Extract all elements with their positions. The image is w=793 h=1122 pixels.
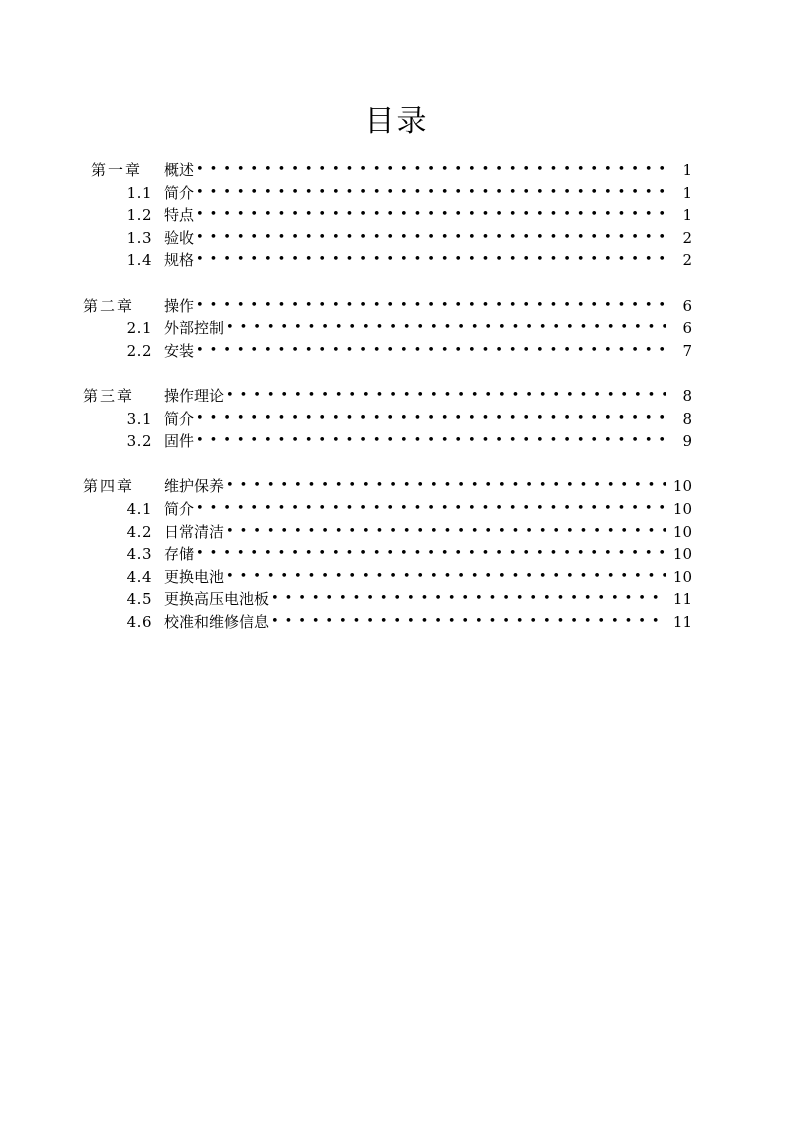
toc-title: 校准和维修信息 — [164, 612, 270, 631]
toc-number: 2.1 — [126, 319, 152, 338]
toc-page-number: 2 — [682, 228, 692, 247]
dot-leader — [196, 227, 666, 250]
toc-section-4-1[interactable] — [80, 498, 692, 521]
toc-section-3-2[interactable] — [80, 430, 692, 453]
toc-page-number: 10 — [672, 545, 692, 564]
toc-title: 固件 — [164, 432, 195, 451]
toc-page-number: 8 — [682, 386, 692, 405]
dot-leader — [196, 204, 666, 227]
toc-title: 简介 — [164, 183, 195, 202]
toc-page-number: 10 — [672, 477, 692, 496]
toc-chapter-1[interactable] — [80, 159, 692, 182]
toc-title: 验收 — [164, 228, 195, 247]
toc-section-1-2[interactable] — [80, 204, 692, 227]
dot-leader — [226, 385, 666, 408]
toc-number: 4.5 — [126, 590, 152, 609]
toc-page-number: 11 — [672, 612, 692, 631]
toc-title: 维护保养 — [164, 477, 225, 496]
toc-title: 外部控制 — [164, 319, 225, 338]
toc-title: 简介 — [164, 499, 195, 518]
toc-page-number: 10 — [672, 567, 692, 586]
toc-number: 2.2 — [126, 341, 152, 360]
toc-page-number: 11 — [672, 590, 692, 609]
dot-leader — [196, 430, 666, 453]
toc-number: 第一章 — [91, 161, 143, 179]
dot-leader — [226, 521, 666, 544]
page-title: 目录 — [364, 104, 429, 139]
toc-title: 操作理论 — [164, 386, 225, 405]
toc-section-1-4[interactable] — [80, 249, 692, 272]
dot-leader — [196, 408, 666, 431]
toc-section-2-2[interactable] — [80, 340, 692, 363]
toc-number: 第四章 — [83, 477, 135, 496]
toc-number: 4.6 — [126, 612, 152, 631]
dot-leader — [196, 159, 666, 182]
toc-chapter-4[interactable] — [80, 475, 692, 498]
toc-title: 日常清洁 — [164, 522, 225, 541]
toc-section-3-1[interactable] — [80, 408, 692, 431]
toc-title: 特点 — [164, 206, 195, 225]
dot-leader — [196, 249, 666, 272]
dot-leader — [196, 498, 666, 521]
dot-leader — [196, 543, 666, 566]
toc-page-number: 7 — [682, 341, 692, 360]
toc-section-4-5[interactable] — [80, 588, 692, 611]
toc-title: 更换电池 — [164, 567, 225, 586]
toc-page-number: 6 — [682, 319, 692, 338]
toc-number: 第三章 — [83, 386, 135, 405]
dot-leader — [196, 295, 666, 318]
toc-section-1-3[interactable] — [80, 227, 692, 250]
toc-title: 存储 — [164, 545, 195, 564]
toc-title: 概述 — [164, 161, 195, 179]
toc-section-4-3[interactable] — [80, 543, 692, 566]
toc-number: 1.2 — [126, 206, 152, 225]
toc-page-number: 2 — [682, 251, 692, 270]
toc-number: 4.4 — [126, 567, 152, 586]
toc-number: 1.1 — [126, 183, 152, 202]
dot-leader — [271, 611, 666, 634]
toc-number: 3.2 — [126, 432, 152, 451]
table-of-contents — [80, 159, 692, 633]
dot-leader — [226, 475, 666, 498]
dot-leader — [226, 566, 666, 589]
toc-section-2-1[interactable] — [80, 317, 692, 340]
toc-number: 4.1 — [126, 499, 152, 518]
toc-number: 1.4 — [126, 251, 152, 270]
dot-leader — [196, 340, 666, 363]
toc-page-number: 9 — [682, 432, 692, 451]
toc-chapter-2[interactable] — [80, 295, 692, 318]
toc-page-number: 10 — [672, 522, 692, 541]
toc-number: 1.3 — [126, 228, 152, 247]
toc-page-number: 1 — [682, 206, 692, 225]
toc-page-number: 10 — [672, 499, 692, 518]
toc-section-1-1[interactable] — [80, 182, 692, 205]
toc-section-4-6[interactable] — [80, 611, 692, 634]
toc-title: 简介 — [164, 409, 195, 428]
toc-title: 更换高压电池板 — [164, 590, 270, 609]
toc-number: 第二章 — [83, 296, 135, 315]
dot-leader — [271, 588, 666, 611]
toc-page-number: 1 — [682, 161, 692, 179]
toc-number: 3.1 — [126, 409, 152, 428]
toc-page-number: 1 — [682, 183, 692, 202]
toc-number: 4.2 — [126, 522, 152, 541]
toc-section-4-4[interactable] — [80, 566, 692, 589]
toc-page-number: 6 — [682, 296, 692, 315]
toc-title: 安装 — [164, 341, 195, 360]
dot-leader — [196, 182, 666, 205]
toc-chapter-3[interactable] — [80, 385, 692, 408]
toc-page-number: 8 — [682, 409, 692, 428]
toc-number: 4.3 — [126, 545, 152, 564]
toc-title: 规格 — [164, 251, 195, 270]
toc-section-4-2[interactable] — [80, 521, 692, 544]
dot-leader — [226, 317, 666, 340]
toc-title: 操作 — [164, 296, 195, 315]
